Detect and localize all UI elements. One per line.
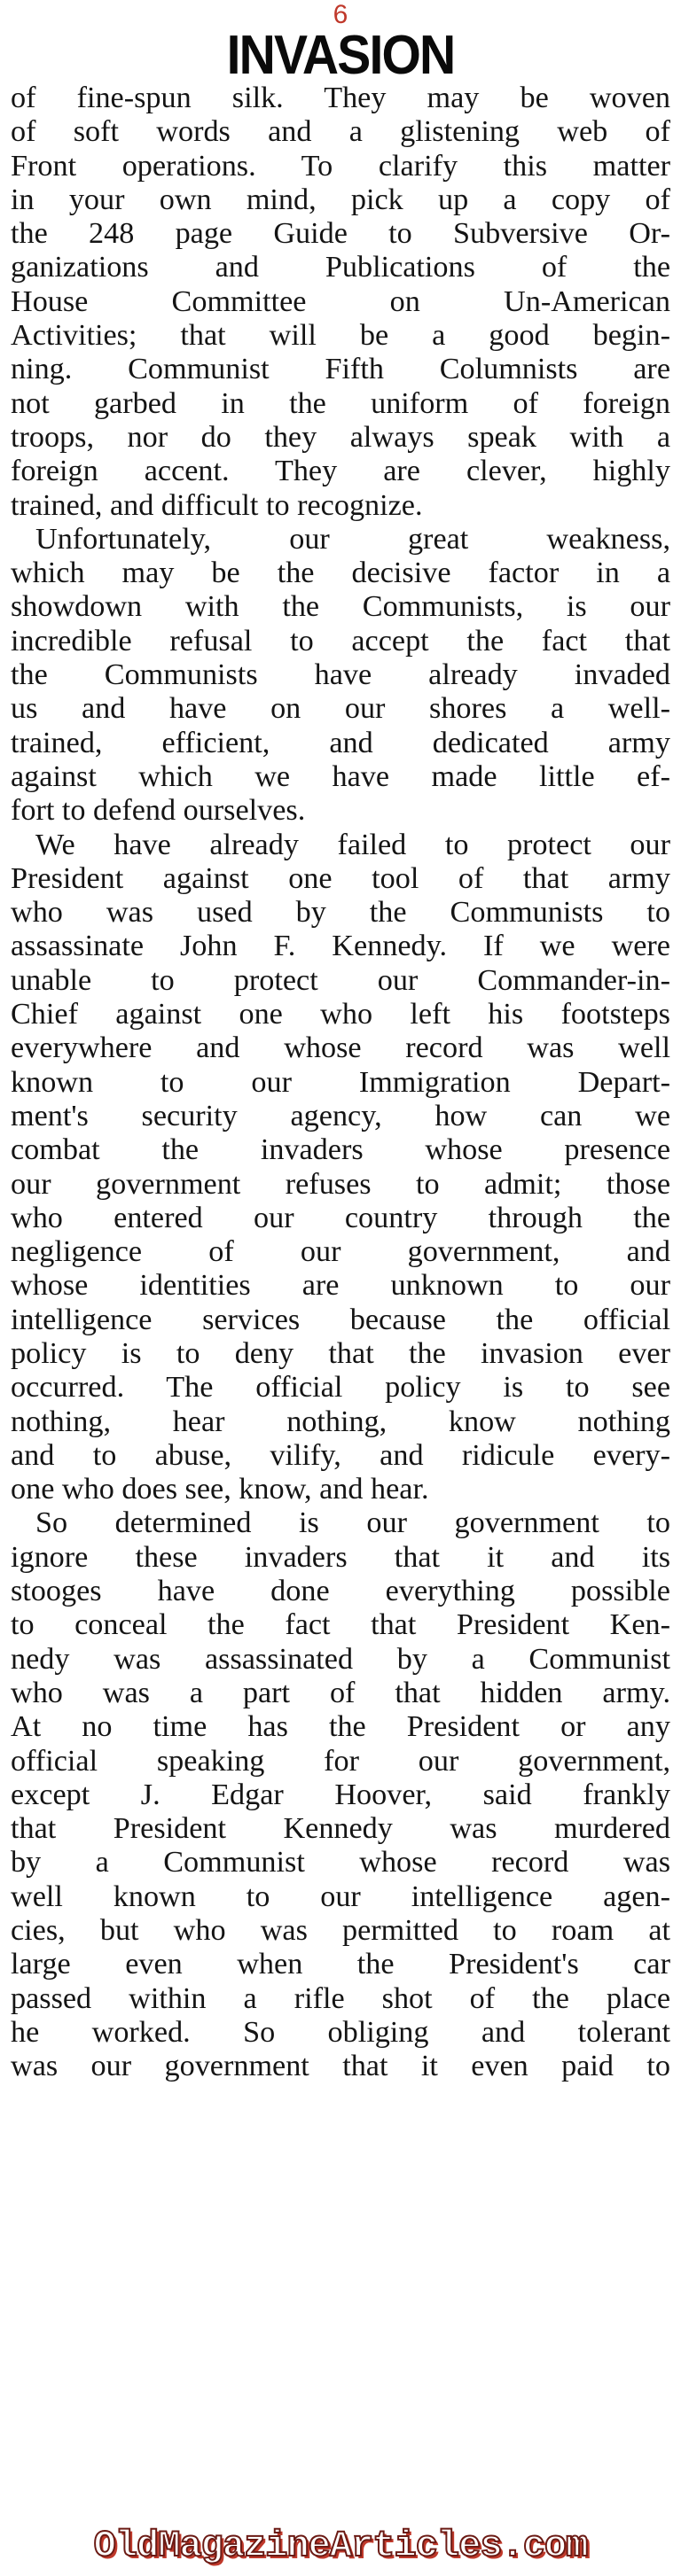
text-line: unable to protect our Commander-in- — [11, 963, 670, 997]
text-line: passed within a rifle shot of the place — [11, 1981, 670, 2015]
text-line: trained, efficient, and dedicated army — [11, 726, 670, 759]
text-line: incredible refusal to accept the fact that — [11, 624, 670, 658]
text-line: combat the invaders whose presence — [11, 1133, 670, 1167]
text-line: official speaking for our government, — [11, 1744, 670, 1778]
text-line: except J. Edgar Hoover, said frankly — [11, 1778, 670, 1811]
text-line: that President Kennedy was murdered — [11, 1812, 670, 1846]
text-line: stooges have done everything possible — [11, 1575, 670, 1608]
paragraph-3 — [11, 829, 670, 1507]
text-line: in your own mind, pick up a copy of — [11, 183, 670, 216]
text-line: showdown with the Communists, is our — [11, 590, 670, 624]
text-line: which may be the decisive factor in a — [11, 556, 670, 590]
article-body — [11, 82, 670, 2084]
text-line: not garbed in the uniform of foreign — [11, 386, 670, 420]
text-line: our government refuses to admit; those — [11, 1167, 670, 1201]
text-line: troops, nor do they always speak with a — [11, 420, 670, 454]
text-line: Activities; that will be a good begin- — [11, 319, 670, 353]
site-watermark: OldMagazineArticles.com — [93, 2525, 588, 2567]
text-line: ning. Communist Fifth Columnists are — [11, 353, 670, 386]
text-line: Front operations. To clarify this matter — [11, 149, 670, 183]
text-line: who was a part of that hidden army. — [11, 1676, 670, 1709]
text-line: who was used by the Communists to — [11, 896, 670, 930]
text-line: well known to our intelligence agen- — [11, 1879, 670, 1913]
text-line: to conceal the fact that President Ken- — [11, 1608, 670, 1642]
text-line: foreign accent. They are clever, highly — [11, 455, 670, 488]
text-line: ignore these invaders that it and its — [11, 1540, 670, 1574]
text-line: one who does see, know, and hear. — [11, 1473, 429, 1506]
text-line: ganizations and Publications of the — [11, 251, 670, 284]
text-line: the Communists have already invaded — [11, 658, 670, 692]
paragraph-2 — [11, 523, 670, 829]
text-line: occurred. The official policy is to see — [11, 1371, 670, 1405]
text-line: ment's security agency, how can we — [11, 1099, 670, 1132]
paragraph-1 — [11, 82, 670, 523]
text-line: nothing, hear nothing, know nothing — [11, 1405, 670, 1438]
text-line: trained, and difficult to recognize. — [11, 488, 423, 522]
text-line: cies, but who was permitted to roam at — [11, 1914, 670, 1948]
text-line: of soft words and a glistening web of — [11, 115, 670, 149]
text-line: everywhere and whose record was well — [11, 1031, 670, 1065]
text-line: negligence of our government, and — [11, 1235, 670, 1269]
text-line: known to our Immigration Depart- — [11, 1065, 670, 1099]
text-line: of fine-spun silk. They may be woven — [11, 82, 670, 114]
text-line: policy is to deny that the invasion ever — [11, 1336, 670, 1370]
text-line: Unfortunately, our great weakness, — [35, 522, 670, 556]
text-line: fort to defend ourselves. — [11, 794, 306, 828]
text-line: We have already failed to protect our — [35, 828, 670, 861]
text-line: At no time has the President or any — [11, 1710, 670, 1744]
text-line: he worked. So obliging and tolerant — [11, 2015, 670, 2049]
text-line: and to abuse, vilify, and ridicule every- — [11, 1438, 670, 1472]
text-line: large even when the President's car — [11, 1948, 670, 1981]
text-line: was our government that it even paid to — [11, 2050, 670, 2083]
text-line: House Committee on Un-American — [11, 284, 670, 318]
text-line: intelligence services because the official — [11, 1303, 670, 1336]
text-line: the 248 page Guide to Subversive Or- — [11, 217, 670, 251]
text-line: nedy was assassinated by a Communist — [11, 1642, 670, 1676]
paragraph-4 — [11, 1506, 670, 2083]
text-line: against which we have made little ef- — [11, 759, 670, 793]
text-line: by a Communist whose record was — [11, 1846, 670, 1879]
text-line: whose identities are unknown to our — [11, 1269, 670, 1303]
text-line: assassinate John F. Kennedy. If we were — [11, 930, 670, 963]
page-number: 6 — [333, 0, 348, 29]
text-line: us and have on our shores a well- — [11, 692, 670, 726]
text-line: Chief against one who left his footsteps — [11, 998, 670, 1031]
text-line: President against one tool of that army — [11, 861, 670, 895]
text-line: So determined is our government to — [35, 1506, 670, 1540]
article-title: INVASION — [226, 25, 455, 86]
text-line: who entered our country through the — [11, 1201, 670, 1234]
